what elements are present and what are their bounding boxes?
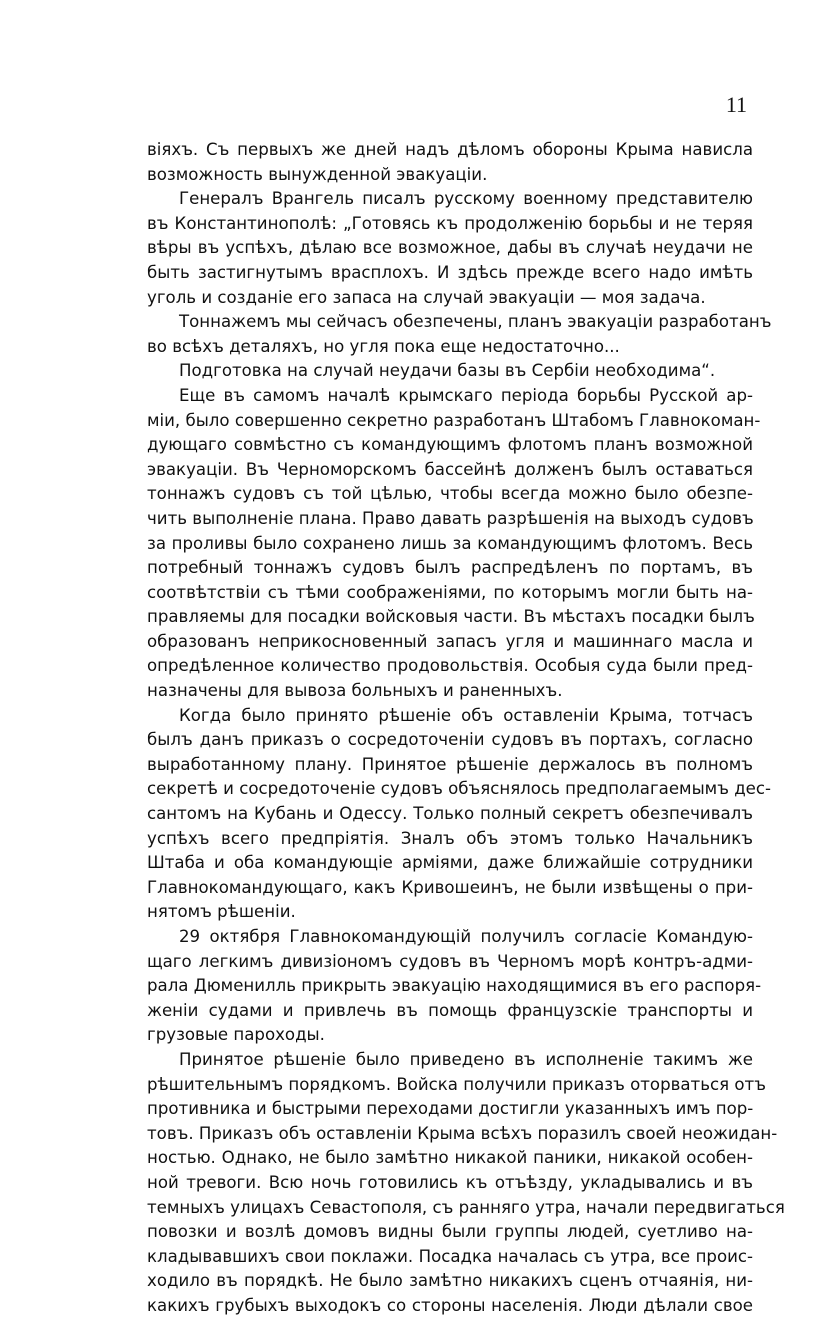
text-line: товъ. Приказъ объ оставленіи Крыма всѣхъ поразилъ своей неожидан-	[147, 1123, 778, 1143]
text-line: чить выполненіе плана. Право давать разрѣшенія на выходъ судовъ	[147, 508, 754, 528]
text-line: міи, было совершенно секретно разработанъ Штабомъ Главнокоман-	[147, 410, 761, 430]
paragraph	[147, 359, 753, 384]
text-line: опредѣленное количество продовольствія. Особыя суда были пред-	[147, 656, 753, 676]
text-line: віяхъ. Съ первыхъ же дней надъ дѣломъ обороны Крыма нависла	[147, 140, 753, 159]
text-line: ходило въ порядкѣ. Не было замѣтно никакихъ сценъ отчаянія, ни-	[147, 1271, 753, 1291]
text-line: эвакуаціи. Въ Черноморскомъ бассейнѣ долженъ былъ оставаться	[147, 459, 753, 479]
text-line: былъ данъ приказъ о сосредоточеніи судовъ въ портахъ, согласно	[147, 730, 753, 750]
paragraph	[147, 187, 753, 310]
text-line: дующаго совмѣстно съ командующимъ флотомъ планъ возможной	[147, 435, 753, 455]
body-text	[147, 138, 785, 1319]
text-line: тоннажъ судовъ съ той цѣлью, чтобы всегда можно было обезпе-	[147, 484, 753, 504]
text-line: вѣры въ успѣхъ, дѣлаю все возможное, дабы въ случаѣ неудачи не	[147, 238, 753, 258]
paragraph	[147, 704, 771, 925]
text-line: рала Дюменилль прикрыть эвакуацію находящимися въ его распоря-	[147, 976, 762, 996]
text-line: быть застигнутымъ врасплохъ. И здѣсь прежде всего надо имѣть	[147, 262, 753, 282]
text-line: выработанному плану. Принятое рѣшеніе держалось въ полномъ	[147, 754, 753, 774]
paragraph	[147, 310, 772, 359]
text-line: во всѣхъ деталяхъ, но угля пока еще недостаточно...	[147, 336, 620, 356]
text-line: ной тревоги. Всю ночь готовились къ отъѣзду, укладывались и въ	[147, 1172, 753, 1192]
text-line: женіи судами и привлечь въ помощь французскіе транспорты и	[147, 1000, 753, 1020]
text-line: назначены для вывоза больныхъ и раненныхъ.	[147, 681, 563, 701]
text-line: рѣшительнымъ порядкомъ. Войска получили приказъ оторваться отъ	[147, 1074, 766, 1094]
text-line: возможность вынужденной эвакуаціи.	[147, 164, 488, 184]
text-line: образованъ неприкосновенный запасъ угля и машиннаго масла и	[147, 631, 753, 651]
text-line: Тоннажемъ мы сейчасъ обезпечены, планъ эвакуаціи разработанъ	[179, 312, 772, 332]
text-line: правляемы для посадки войсковыя части. Въ мѣстахъ посадки былъ	[147, 607, 755, 627]
paragraph	[147, 1048, 785, 1319]
text-line: противника и быстрыми переходами достигли указанныхъ имъ пор-	[147, 1099, 754, 1119]
text-line: Еще въ самомъ началѣ крымскаго періода борьбы Русской ар-	[179, 385, 753, 405]
text-line: секретѣ и сосредоточеніе судовъ объяснялось предполагаемымъ дес-	[147, 779, 771, 799]
text-line: Штаба и оба командующіе арміями, даже ближайшіе сотрудники	[147, 853, 753, 873]
text-line: кладывавшихъ свои поклажи. Посадка началась съ утра, все проис-	[147, 1246, 753, 1266]
text-line: успѣхъ всего предпріятія. Зналъ объ этомъ только Начальникъ	[147, 828, 753, 848]
text-line: Генералъ Врангель писалъ русскому военному представителю	[179, 189, 753, 209]
text-line: за проливы было сохранено лишь за командующимъ флотомъ. Весь	[147, 533, 753, 553]
page-number: 11	[725, 92, 747, 117]
text-line: уголь и созданіе его запаса на случай эвакуаціи — моя задача.	[147, 287, 706, 307]
text-line: грузовые пароходы.	[147, 1025, 325, 1045]
text-line: щаго легкимъ дивизіономъ судовъ въ Черномъ морѣ контръ-адми-	[147, 951, 753, 971]
text-line: темныхъ улицахъ Севастополя, съ ранняго утра, начали передвигаться	[147, 1197, 785, 1217]
text-line: ностью. Однако, не было замѣтно никакой паники, никакой особен-	[147, 1148, 753, 1168]
text-line: въ Константинополѣ: „Готовясь къ продолженію борьбы и не теряя	[147, 213, 753, 233]
text-line: какихъ грубыхъ выходокъ со стороны населенія. Люди дѣлали свое	[147, 1295, 753, 1315]
text-line: сантомъ на Кубань и Одессу. Только полный секретъ обезпечивалъ	[147, 804, 753, 824]
text-line: повозки и возлѣ домовъ видны были группы людей, суетливо на-	[147, 1222, 753, 1242]
paragraph	[147, 138, 753, 187]
text-line: потребный тоннажъ судовъ былъ распредѣленъ по портамъ, въ	[147, 558, 753, 578]
text-line: 29 октября Главнокомандующій получилъ согласіе Командую-	[179, 927, 753, 946]
text-line: Принятое рѣшеніе было приведено въ исполненіе такимъ же	[179, 1049, 753, 1069]
text-line: нятомъ рѣшеніи.	[147, 902, 296, 922]
text-line: Подготовка на случай неудачи базы въ Сербіи необходима“.	[179, 361, 716, 381]
text-line: соотвѣтствіи съ тѣми соображеніями, по которымъ могли быть на-	[147, 582, 753, 602]
paragraph	[147, 925, 762, 1048]
text-line: Когда было принято рѣшеніе объ оставленіи Крыма, тотчасъ	[179, 705, 753, 725]
paragraph	[147, 384, 761, 704]
text-line: Главнокомандующаго, какъ Кривошеинъ, не были извѣщены о при-	[147, 877, 753, 897]
